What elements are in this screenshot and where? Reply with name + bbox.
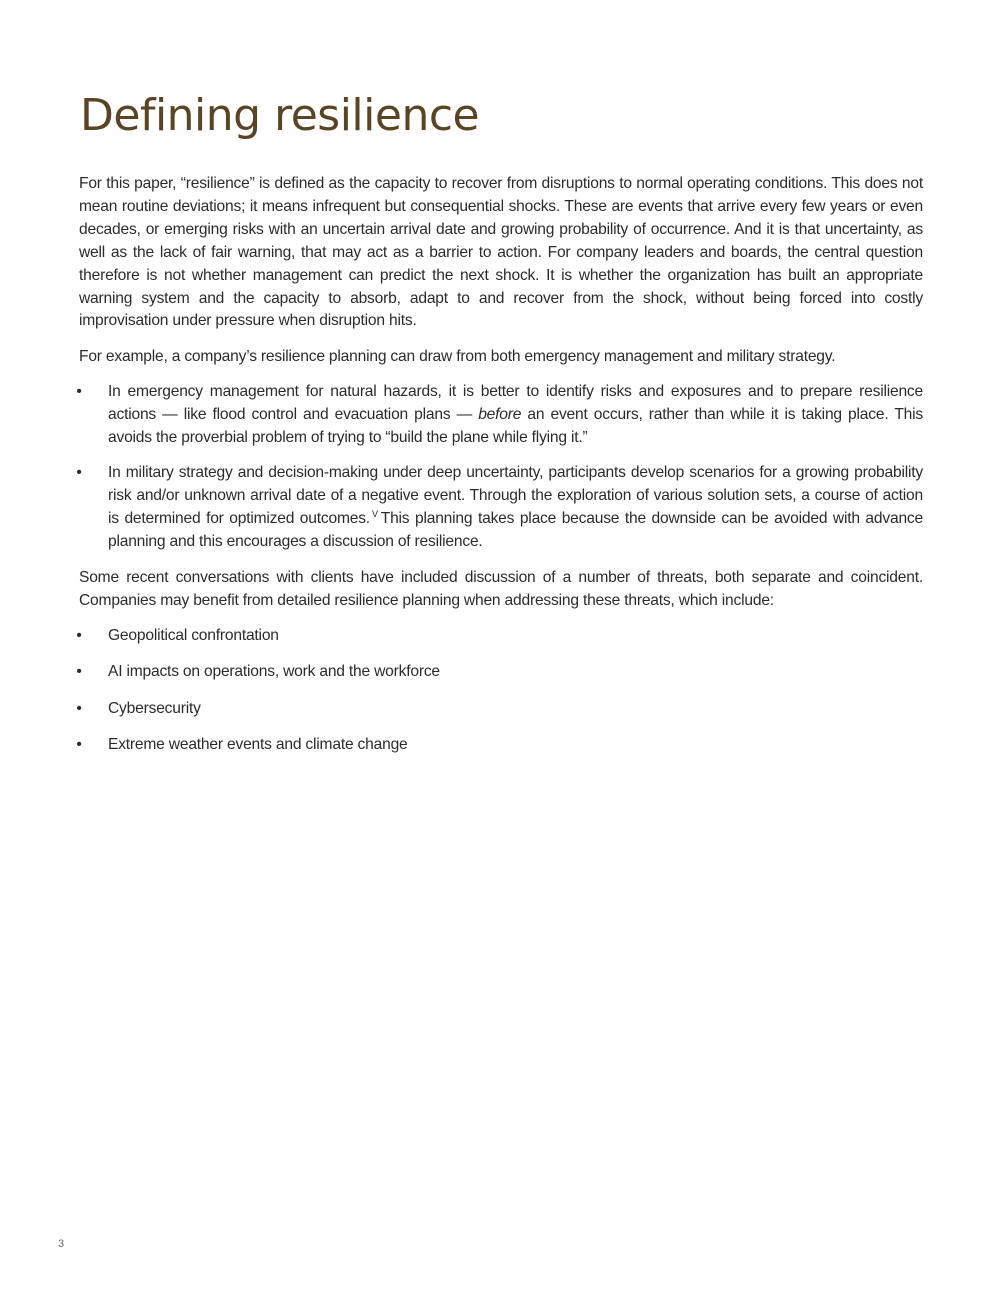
bullet-marker: • [76,464,82,482]
list-item [76,661,923,684]
strategy-bullet-list [76,381,923,554]
bullet-text: In emergency management for natural hazards, it is better to identify risks and exposures and to prepare resilience actions — like flood control and evacuation plans — [108,383,923,424]
example-paragraph: For example, a company’s resilience planning can draw from both emergency management and military strategy. [79,347,836,365]
list-item [76,625,923,648]
bullet-marker: • [76,736,82,754]
emphasis-text: before [478,406,522,424]
list-item-military-strategy [76,462,923,554]
page-title: Defining resilience [80,90,480,141]
threat-label: Geopolitical confrontation [108,626,279,644]
threat-label: Extreme weather events and climate change [108,736,408,754]
list-item [76,698,923,721]
bullet-text: an event occurs, rather than while it is taking place. This avoids the proverbial problem of trying to “build the plane while flying it.” [108,406,923,447]
footnote-reference[interactable]: V [371,509,378,520]
bullet-text: In military strategy and decision-making under deep uncertainty, participants develop scenarios for a growing probability risk and/or unknown arrival date of a negative event. Through the exploration of various solution sets, a course of action is determined for optimized outcomes. [108,464,923,528]
bullet-marker: • [76,699,82,717]
threats-bullet-list [76,625,923,757]
bullet-text: This planning takes place because the downside can be avoided with advance planning and this encourages a discussion of resilience. [108,510,923,551]
body-content [76,173,923,771]
list-item [76,734,923,757]
threat-label: Cybersecurity [108,699,201,717]
list-item-emergency-management [76,381,923,450]
bullet-marker: • [76,383,82,401]
bullet-marker: • [76,663,82,681]
threats-intro-paragraph: Some recent conversations with clients have included discussion of a number of threats, both separate and coincident. Companies may benefit from detailed resilience planning when addressing these threats, which include: [79,568,923,609]
bullet-marker: • [76,626,82,644]
threat-label: AI impacts on operations, work and the workforce [108,663,440,681]
page-number: 3 [58,1238,65,1250]
intro-paragraph: For this paper, “resilience” is defined as the capacity to recover from disruptions to normal operating conditions. This does not mean routine deviations; it means infrequent but consequential shocks. These are events that arrive every few years or even decades, or emerging risks with an uncertain arrival date and growing probability of occurrence. And it is that uncertainty, as well as the lack of fair warning, that may act as a barrier to action. For company leaders and boards, the central question therefore is not whether management can predict the next shock. It is whether the organization has built an appropriate warning system and the capacity to absorb, adapt to and recover from the shock, without being forced into costly improvisation under pressure when disruption hits. [79,175,923,330]
